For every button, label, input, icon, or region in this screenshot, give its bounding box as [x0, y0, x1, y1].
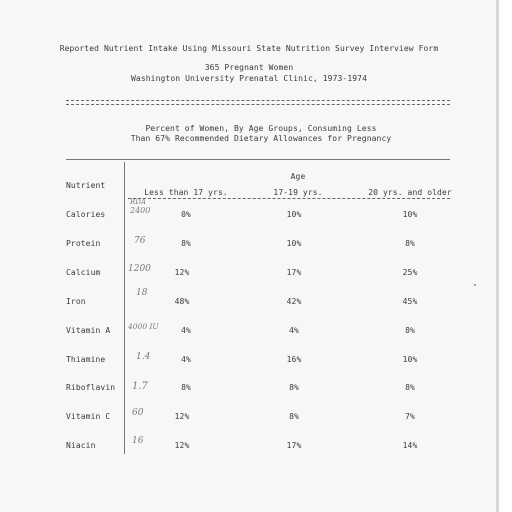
row-value-20-plus: 8% — [405, 239, 415, 248]
column-header-20-plus: 20 yrs. and older — [368, 188, 452, 197]
column-header-rule — [128, 198, 450, 199]
row-rda: 1200 — [128, 264, 151, 274]
row-nutrient: Iron — [66, 297, 86, 306]
row-value-under-17: 4% — [181, 326, 191, 335]
row-nutrient: Calcium — [66, 268, 101, 277]
row-rda: 1.7 — [132, 381, 148, 392]
row-value-17-19: 17% — [286, 268, 302, 277]
row-value-17-19: 17% — [286, 441, 302, 450]
header-rule-2 — [66, 104, 450, 105]
row-value-20-plus: 8% — [405, 326, 415, 335]
row-rda: 60 — [132, 408, 144, 418]
document-subtitle-clinic: Washington University Prenatal Clinic, 1973-1974 — [131, 74, 367, 83]
row-nutrient: Vitamin C — [66, 412, 111, 421]
row-value-17-19: 8% — [289, 383, 299, 392]
row-value-17-19: 16% — [286, 355, 302, 364]
row-nutrient: Protein — [66, 239, 101, 248]
row-nutrient: Vitamin A — [66, 326, 111, 335]
document-subtitle-count: 365 Pregnant Women — [204, 63, 294, 72]
row-value-20-plus: 8% — [405, 383, 415, 392]
row-value-under-17: 48% — [174, 297, 190, 306]
row-value-20-plus: 25% — [402, 268, 418, 277]
column-header-17-19: 17-19 yrs. — [273, 188, 323, 197]
row-rda: 76 — [134, 236, 146, 246]
age-header: Age — [290, 172, 306, 181]
row-value-under-17: 12% — [174, 268, 190, 277]
row-value-under-17: 0% — [181, 210, 191, 219]
table-vertical-rule — [124, 162, 125, 454]
row-rda: 18 — [136, 288, 148, 298]
table-top-rule — [66, 159, 450, 160]
row-value-20-plus: 10% — [402, 355, 418, 364]
row-value-17-19: 4% — [289, 326, 299, 335]
row-value-17-19: 42% — [286, 297, 302, 306]
nutrient-column-header: Nutrient — [66, 181, 106, 190]
row-rda: 4000 IU — [128, 322, 159, 331]
rda-handwritten-header: RDA — [130, 198, 146, 206]
row-value-17-19: 8% — [289, 412, 299, 421]
row-value-20-plus: 14% — [402, 441, 418, 450]
row-rda: 2400 — [130, 206, 151, 215]
row-nutrient: Thiamine — [66, 355, 106, 364]
row-value-17-19: 10% — [286, 239, 302, 248]
row-value-20-plus: 7% — [405, 412, 415, 421]
table-title-line-1: Percent of Women, By Age Groups, Consuming Less — [145, 124, 377, 133]
row-value-under-17: 12% — [174, 412, 190, 421]
document-title: Reported Nutrient Intake Using Missouri State Nutrition Survey Interview Form — [59, 44, 439, 53]
row-nutrient: Riboflavin — [66, 383, 116, 392]
row-value-under-17: 8% — [181, 239, 191, 248]
column-header-under-17: Less than 17 yrs. — [144, 188, 228, 197]
scan-speck — [474, 284, 476, 286]
row-value-under-17: 4% — [181, 355, 191, 364]
row-value-17-19: 10% — [286, 210, 302, 219]
row-value-under-17: 8% — [181, 383, 191, 392]
table-title-line-2: Than 67% Recommended Dietary Allowances for Pregnancy — [130, 134, 392, 143]
header-rule-1 — [66, 100, 450, 101]
row-rda: 16 — [132, 436, 144, 446]
row-nutrient: Niacin — [66, 441, 96, 450]
row-value-under-17: 12% — [174, 441, 190, 450]
row-value-20-plus: 10% — [402, 210, 418, 219]
row-nutrient: Calories — [66, 210, 106, 219]
row-rda: 1.4 — [136, 352, 151, 362]
row-value-20-plus: 45% — [402, 297, 418, 306]
